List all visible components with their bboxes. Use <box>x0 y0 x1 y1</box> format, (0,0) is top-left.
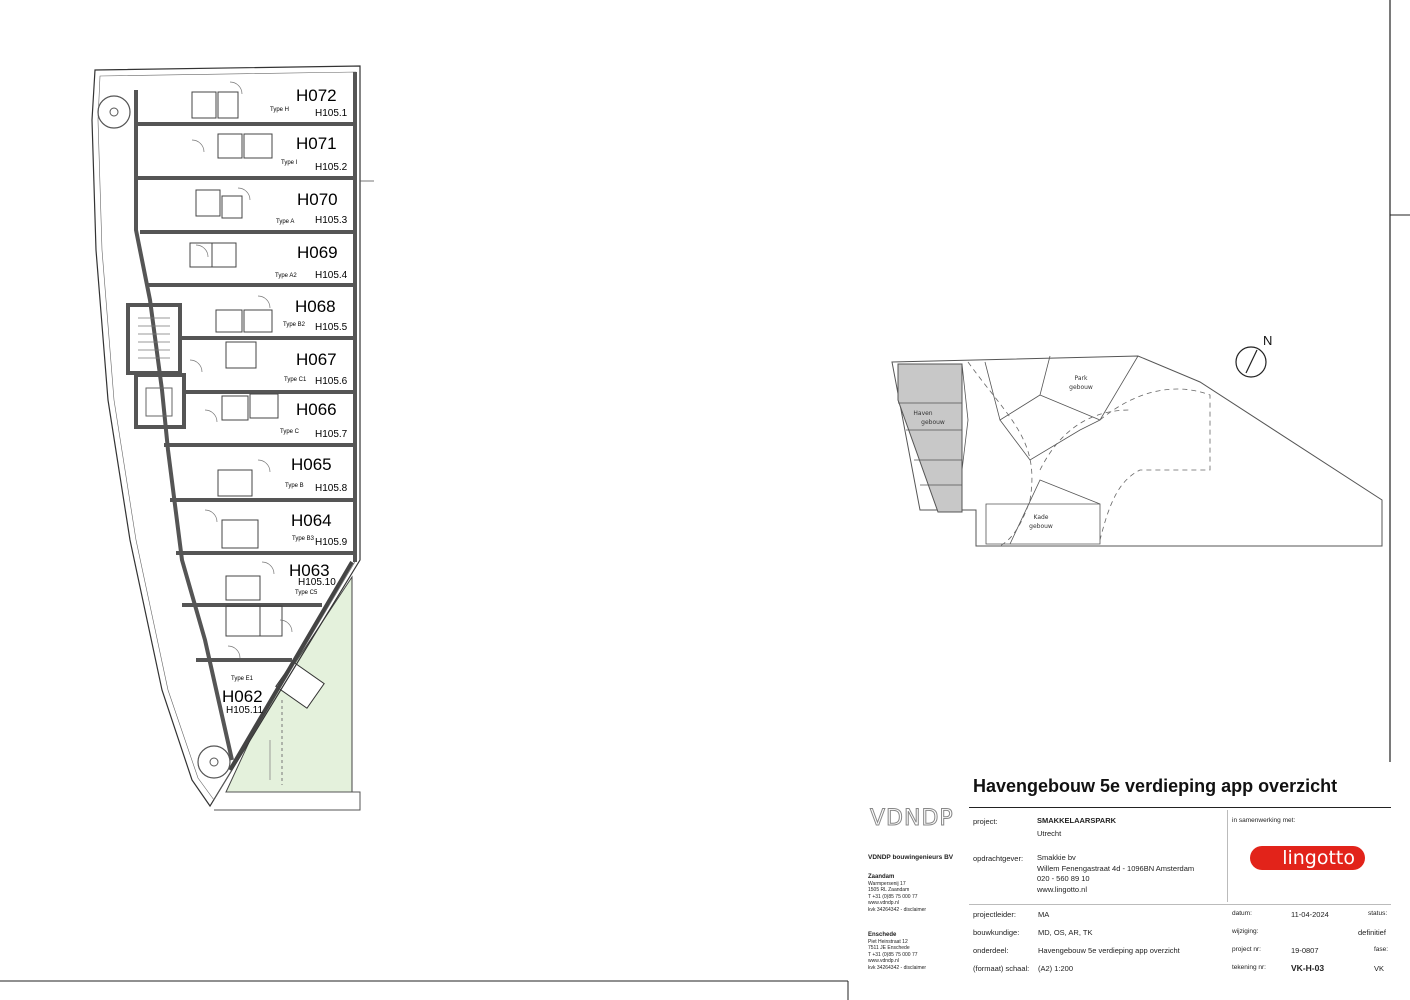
unit-id: H105.10 <box>298 577 336 588</box>
office-line: 7511 JE Enschede <box>868 945 910 951</box>
title-rule-2 <box>969 904 1391 905</box>
project-city: Utrecht <box>1037 829 1062 838</box>
row-label: onderdeel: <box>973 946 1009 955</box>
building-label: gebouw <box>1029 523 1053 530</box>
collab-label: in samenwerking met: <box>1232 817 1296 824</box>
office-line: www.vdndp.nl <box>868 900 899 906</box>
office-line: kvk 34264342 - disclaimer <box>868 964 927 971</box>
row-value: Havengebouw 5e verdieping app overzicht <box>1038 946 1180 955</box>
office-city: Zaandam <box>868 874 895 880</box>
title-divider <box>1227 810 1228 902</box>
unit-code: H071 <box>296 134 337 153</box>
site-boundary <box>892 356 1382 546</box>
unit-code: H062 <box>222 687 263 706</box>
unit-code: H065 <box>291 455 332 474</box>
unit-type: Type B2 <box>283 322 306 328</box>
client-info <box>1037 853 1194 895</box>
building-label: Park <box>1074 375 1088 382</box>
unit-type: Type C <box>280 429 300 435</box>
unit-id: H105.4 <box>315 270 348 281</box>
office-line: Piet Heinstraat 12 <box>868 938 908 945</box>
client-line: Smakkie bv <box>1037 853 1076 862</box>
unit-type: Type A2 <box>275 273 297 279</box>
north-label: N <box>1263 333 1273 348</box>
unit-id: H105.6 <box>315 376 348 387</box>
office-line: kvk 34264342 - disclaimer <box>868 906 927 913</box>
unit-id: H105.7 <box>315 429 348 440</box>
unit-code: H072 <box>296 86 337 105</box>
row-value: 19-0807 <box>1291 946 1319 955</box>
unit-code: H069 <box>297 243 338 262</box>
vdndp-logo: VDNDP <box>870 806 954 831</box>
building-label: gebouw <box>1069 384 1093 391</box>
unit-id: H105.1 <box>315 108 348 119</box>
office-zaandam <box>868 874 926 913</box>
row-label: (formaat) schaal: <box>973 964 1030 973</box>
unit-id: H105.2 <box>315 162 348 173</box>
drawing-number: VK-H-03 <box>1291 963 1325 973</box>
building-label: gebouw <box>921 419 945 426</box>
project-label: project: <box>973 817 998 826</box>
office-line: 1505 RL Zaandam <box>868 887 910 893</box>
unit-code: H070 <box>297 190 338 209</box>
unit-code: H068 <box>295 297 336 316</box>
unit-code: H066 <box>296 400 337 419</box>
row-label: bouwkundige: <box>973 928 1020 937</box>
unit-id: H105.8 <box>315 483 348 494</box>
client-line: Willem Fenengastraat 4d - 1096BN Amsterdam <box>1037 863 1195 873</box>
company-name: VDNDP bouwingenieurs BV <box>868 854 954 861</box>
row-label: fase: <box>1374 946 1389 953</box>
row-value: (A2) 1:200 <box>1038 964 1074 973</box>
client-line: 020 - 560 89 10 <box>1037 874 1090 883</box>
office-line: www.vdndp.nl <box>868 958 899 964</box>
row-label: status: <box>1368 910 1388 917</box>
row-value: definitief <box>1358 928 1386 937</box>
unit-type: Type I <box>281 160 298 166</box>
office-line: Warmpersenij 17 <box>868 880 906 887</box>
row-value: MA <box>1038 910 1050 919</box>
row-value: 11-04-2024 <box>1291 910 1329 919</box>
unit-type: Type A <box>276 219 295 225</box>
unit-type: Type B <box>285 483 304 489</box>
unit-code: H064 <box>291 511 332 530</box>
row-label: project nr: <box>1232 946 1261 953</box>
title-rule <box>969 807 1391 808</box>
unit-type: Type H <box>270 107 290 113</box>
haven-gebouw-highlight <box>898 364 962 512</box>
unit-id: H105.9 <box>315 537 348 548</box>
office-enschede <box>868 932 926 971</box>
unit-code: H067 <box>296 350 337 369</box>
unit-type: Type B3 <box>292 536 315 542</box>
unit-type: Type C5 <box>295 590 318 596</box>
row-label: tekening nr: <box>1232 964 1266 971</box>
unit-code: H063 <box>289 561 330 580</box>
unit-id: H105.5 <box>315 322 348 333</box>
row-label: datum: <box>1232 910 1252 917</box>
row-label: wijziging: <box>1232 928 1259 935</box>
client-label: opdrachtgever: <box>973 854 1024 863</box>
project-name: SMAKKELAARSPARK <box>1037 816 1117 825</box>
client-line: www.lingotto.nl <box>1037 884 1088 894</box>
office-line: T +31 (0)85 75 000 77 <box>868 893 918 900</box>
unit-id: H105.3 <box>315 215 348 226</box>
row-value: VK <box>1374 964 1385 973</box>
unit-type: Type C1 <box>284 377 307 383</box>
drawing-title: Havengebouw 5e verdieping app overzicht <box>973 776 1338 796</box>
building-label: Haven <box>913 410 933 417</box>
row-label: projectleider: <box>973 910 1016 919</box>
office-city: Enschede <box>868 932 897 938</box>
row-value: MD, OS, AR, TK <box>1038 928 1093 937</box>
office-line: T +31 (0)85 75 000 77 <box>868 951 918 958</box>
unit-type: Type E1 <box>231 676 254 682</box>
building-label: Kade <box>1033 514 1049 521</box>
lingotto-logo: lingotto <box>1250 846 1365 870</box>
unit-id: H105.11 <box>226 705 264 716</box>
